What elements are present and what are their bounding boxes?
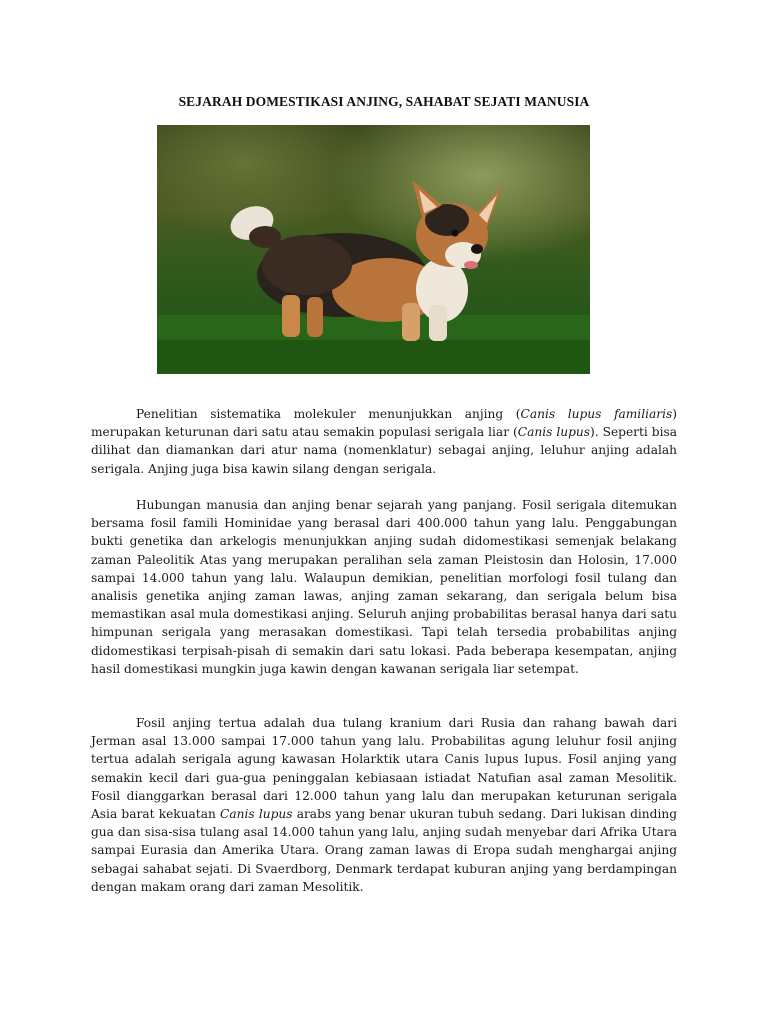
text-segment: arabs yang benar ukuran tubuh sedang. Dari lukisan dinding gua dan sisa-sisa tulang asal 14.000 tahun yang lalu, anjing sudah menyebar dari Afrika Utara sampai Eurasia dan Amerika Utara. Orang zaman lawas di Eropa sudah menghargai anjing sebagai sahabat sejati. Di Svaerdborg, Denmark terdapat kuburan anjing yang berdampingan dengan makam orang dari zaman Mesolitik. (91, 807, 677, 894)
text-segment: ) merupakan keturunan dari satu atau semakin populasi serigala liar ( (91, 407, 677, 440)
italic-term: Canis lupus (517, 425, 590, 440)
text-segment: ). Seperti bisa dilihat dan diamankan dari atur nama (nomenklatur) sebagai anjing, leluhur anjing adalah serigala. Anjing juga bisa kawin silang dengan serigala. (91, 425, 678, 476)
italic-term: Canis lupus familiaris (520, 407, 673, 421)
corgi-photo (157, 125, 590, 374)
text-segment: Fosil anjing tertua adalah dua tulang kranium dari Rusia dan rahang bawah dari Jerman asal 13.000 sampai 17.000 tahun yang lalu. Probabilitas agung leluhur fosil anjing tertua adalah serigala agung kawasan Holarktik utara Canis lupus lupus. Fosil anjing yang semakin kecil dari gua-gua peninggalan kebiasaan istiadat Natufian asal zaman Mesolitik. Fosil dianggarkan berasal dari 12.000 tahun yang lalu dan merupakan keturunan serigala Asia barat kekuatan (91, 716, 677, 822)
italic-term: Canis lupus (220, 807, 293, 822)
paragraph-3 (91, 714, 677, 896)
paragraph-2 (91, 496, 677, 678)
text-segment: Penelitian sistematika molekuler menunjukkan anjing ( (136, 407, 521, 421)
text-segment: Hubungan manusia dan anjing benar sejarah yang panjang. Fosil serigala ditemukan bersama fosil famili Hominidae yang berasal dari 400.000 tahun yang lalu. Penggabungan bukti genetika dan arkelogis menunjukkan anjing sudah didomestikasi semenjak belakang zaman Paleolitik Atas yang merupakan peralihan sela zaman Pleistosin dan Holosin, 17.000 sampai 14.000 tahun yang lalu. Walaupun demikian, penelitian morfologi fosil tulang dan analisis genetika anjing zaman lawas, anjing zaman sekarang, dan serigala belum bisa memastikan asal mula domestikasi anjing. Seluruh anjing probabilitas berasal hanya dari satu himpunan serigala yang merasakan domestikasi. Tapi telah tersedia probabilitas anjing didomestikasi terpisah-pisah di semakin dari satu lokasi. Pada beberapa kesempatan, anjing hasil domestikasi mungkin juga kawin dengan kawanan serigala liar setempat. (91, 498, 677, 676)
document-title: SEJARAH DOMESTIKASI ANJING, SAHABAT SEJATI MANUSIA (178, 94, 590, 109)
paragraph-1 (91, 405, 677, 478)
